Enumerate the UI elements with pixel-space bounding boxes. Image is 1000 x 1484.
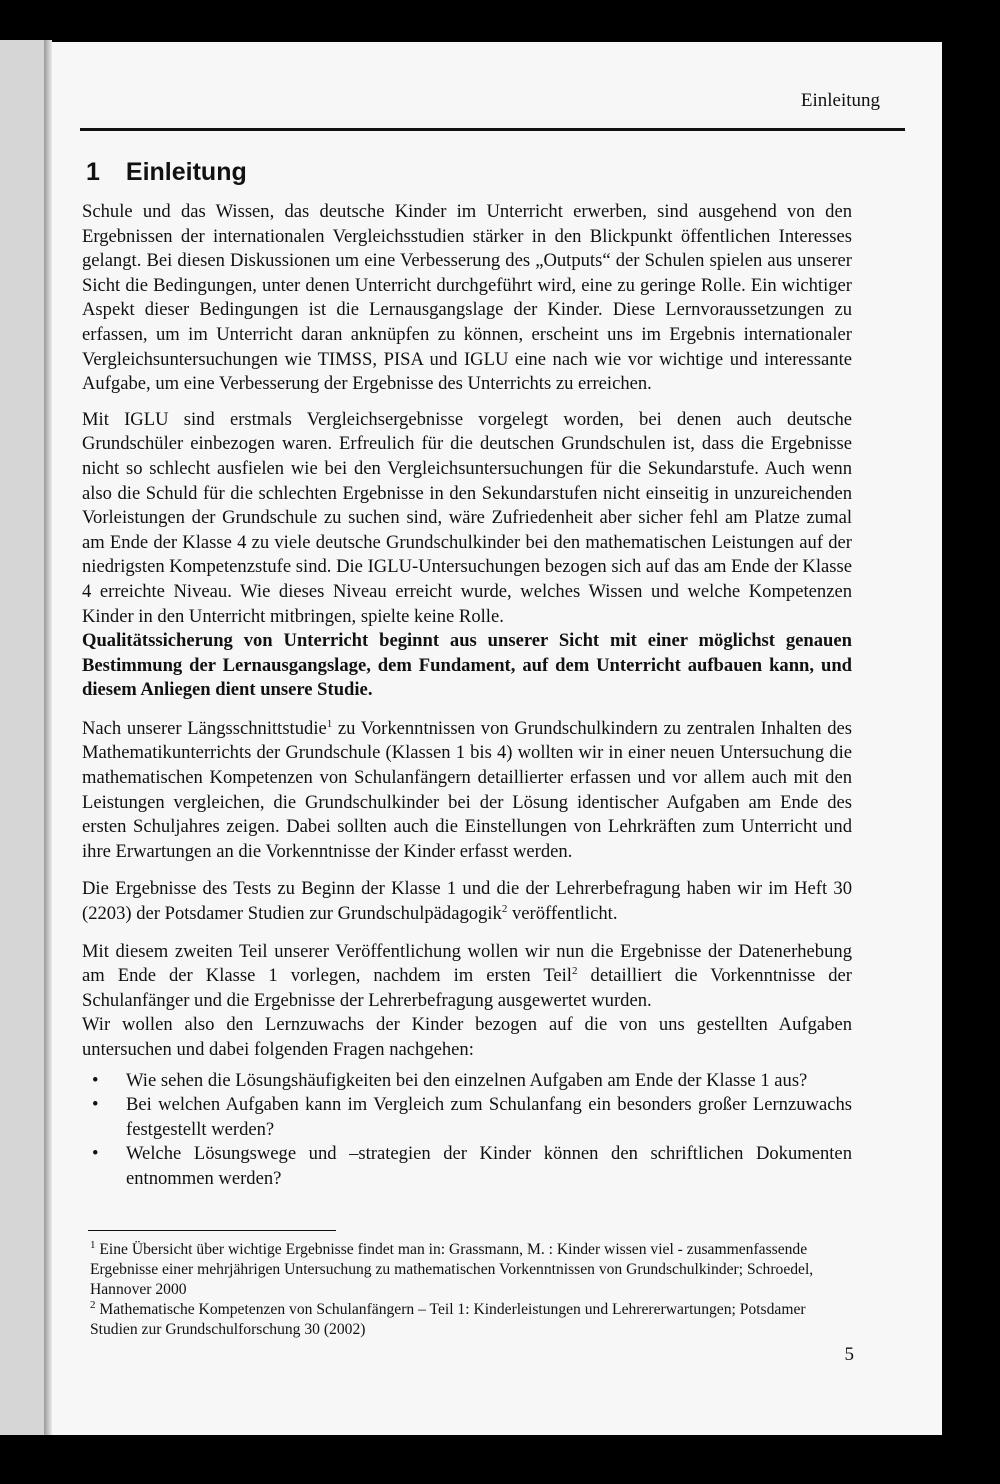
paragraph-1: Schule und das Wissen, das deutsche Kinder im Unterricht erwerben, sind ausgehend von den Ergebnissen der internationalen Vergleichsstudien stärker in den Blickpunkt öffentlichen Interesses gelangt. Bei diesen Diskussionen um eine Verbesserung des „Outputs“ der Schulen spielen aus unserer Sicht die Bedingungen, unter denen Unterricht durchgeführt wird, eine zu geringe Rolle. Ein wichtiger Aspekt dieser Bedingungen ist die Lernausgangslage der Kinder. Diese Lernvoraussetzungen zu erfassen, um im Unterricht daran anknüpfen zu können, erscheint uns im Ergebnis internationaler Vergleichsuntersuchungen wie TIMSS, PISA und IGLU eine nach wie vor wichtige und interessante Aufgabe, um eine Verbesserung der Ergebnisse des Unterrichts zu erreichen. bbox=[82, 201, 852, 395]
previous-page-edge bbox=[0, 40, 48, 1435]
paragraph-5-text-cont: veröffentlicht. bbox=[507, 903, 618, 925]
page-number: 5 bbox=[844, 1344, 854, 1365]
footnote-2 bbox=[90, 1300, 850, 1340]
header-rule bbox=[80, 128, 905, 131]
question-list bbox=[82, 1069, 852, 1192]
footnote-mark: 2 bbox=[90, 1298, 96, 1311]
list-item bbox=[82, 1093, 852, 1142]
list-item-text: Wie sehen die Lösungshäufigkeiten bei den einzelnen Aufgaben am Ende der Klasse 1 aus? bbox=[126, 1069, 808, 1091]
bullet-icon: • bbox=[92, 1069, 99, 1091]
footnote-ref-2b: 2 bbox=[571, 965, 578, 978]
paragraph-5 bbox=[82, 877, 852, 926]
list-item bbox=[82, 1142, 852, 1191]
running-header: Einleitung bbox=[800, 90, 880, 111]
chapter-heading bbox=[86, 158, 247, 187]
paragraph-6 bbox=[82, 940, 852, 1014]
paragraph-6-text-cont: detailliert die Vorkenntnisse der Schulanfänger und die Ergebnisse der Lehrerbefragung ausgewertet wurden. bbox=[82, 965, 852, 1011]
list-item bbox=[82, 1069, 852, 1094]
document-page bbox=[52, 42, 942, 1435]
book-gutter bbox=[44, 40, 52, 1435]
paragraph-4 bbox=[82, 717, 852, 865]
footnote-separator bbox=[88, 1230, 336, 1231]
paragraph-6-text: Mit diesem zweiten Teil unserer Veröffentlichung wollen wir nun die Ergebnisse der Datenerhebung am Ende der Klasse 1 vorlegen, nachdem im ersten Teil bbox=[82, 940, 852, 987]
paragraph-2: Mit IGLU sind erstmals Vergleichsergebnisse vorgelegt worden, bei denen auch deutsche Grundschüler einbezogen waren. Erfreulich für die deutschen Grundschulen ist, dass die Ergebnisse nicht so schlecht ausfielen wie bei den Vergleichsuntersuchungen für die Sekundarstufe. Auch wenn also die Schuld für die schlechten Ergebnisse in den Sekundarstufen nicht einseitig in unzureichenden Vorleistungen der Grundschule zu suchen sind, wäre Zufriedenheit aber sicher fehl am Platze zumal am Ende der Klasse 4 zu viele deutsche Grundschulkinder bei den mathematischen Leistungen auf der niedrigsten Kompetenzstufe sind. Die IGLU-Untersuchungen bezogen sich auf das am Ende der Klasse 4 erreichte Niveau. Wie dieses Niveau erreicht wurde, welches Wissen und welche Kompetenzen Kinder in den Unterricht mitbringen, spielte keine Rolle. bbox=[82, 408, 852, 627]
footnotes bbox=[90, 1240, 850, 1340]
footnote-ref-2: 2 bbox=[501, 902, 508, 915]
footnote-ref-1: 1 bbox=[326, 717, 333, 730]
paragraph-5-text: Die Ergebnisse des Tests zu Beginn der Klasse 1 und die der Lehrerbefragung haben wir im Heft 30 (2203) der Potsdamer Studien zur Grundschulpädagogik bbox=[82, 878, 852, 925]
list-item-text: Welche Lösungswege und –strategien der Kinder können den schriftlichen Dokumenten entnommen werden? bbox=[126, 1143, 852, 1189]
paragraph-3-emphasis: Qualitätssicherung von Unterricht beginnt aus unserer Sicht mit einer möglichst genauen Bestimmung der Lernausgangslage, dem Fundament, auf dem Unterricht aufbauen kann, und diesem Anliegen dient unsere Studie. bbox=[82, 630, 852, 701]
paragraph-4-text: Nach unserer Längsschnittstudie bbox=[82, 717, 327, 739]
bullet-icon: • bbox=[92, 1094, 99, 1116]
footnote-text: Mathematische Kompetenzen von Schulanfängern – Teil 1: Kinderleistungen und Lehrererwartungen; Potsdamer Studien zur Grundschulforschung 30 (2002) bbox=[90, 1301, 806, 1338]
paragraph-4-text-cont: zu Vorkenntnissen von Grundschulkindern zu zentralen Inhalten des Mathematikunterrichts der Grundschule (Klassen 1 bis 4) wollten wir in einer neuen Untersuchung die mathematischen Kompetenzen von Schulanfängern detaillierter erfassen und vor allem auch mit den Leistungen vergleichen, die Grundschulkinder bei der Lösung identischer Aufgaben am Ende des ersten Schuljahres zeigen. Dabei sollten auch die Einstellungen von Lehrkräften zum Unterricht und ihre Erwartungen an die Vorkenntnisse der Kinder erfasst werden. bbox=[82, 717, 852, 862]
list-item-text: Bei welchen Aufgaben kann im Vergleich zum Schulanfang ein besonders großer Lernzuwachs festgestellt werden? bbox=[126, 1094, 852, 1140]
body-text bbox=[82, 200, 852, 1192]
footnote-text: Eine Übersicht über wichtige Ergebnisse findet man in: Grassmann, M. : Kinder wissen viel - zusammenfassende Ergebnisse einer mehrjährigen Untersuchung zu mathematischen Vorkenntnissen von Grundschulkinder; Schroedel, Hannover 2000 bbox=[90, 1241, 814, 1298]
chapter-number: 1 bbox=[86, 158, 100, 186]
footnote-1 bbox=[90, 1240, 850, 1300]
paragraph-7: Wir wollen also den Lernzuwachs der Kinder bezogen auf die von uns gestellten Aufgaben untersuchen und dabei folgenden Fragen nachgehen: bbox=[82, 1014, 852, 1060]
bullet-icon: • bbox=[92, 1143, 99, 1165]
footnote-mark: 1 bbox=[90, 1238, 96, 1251]
chapter-title: Einleitung bbox=[125, 158, 247, 186]
